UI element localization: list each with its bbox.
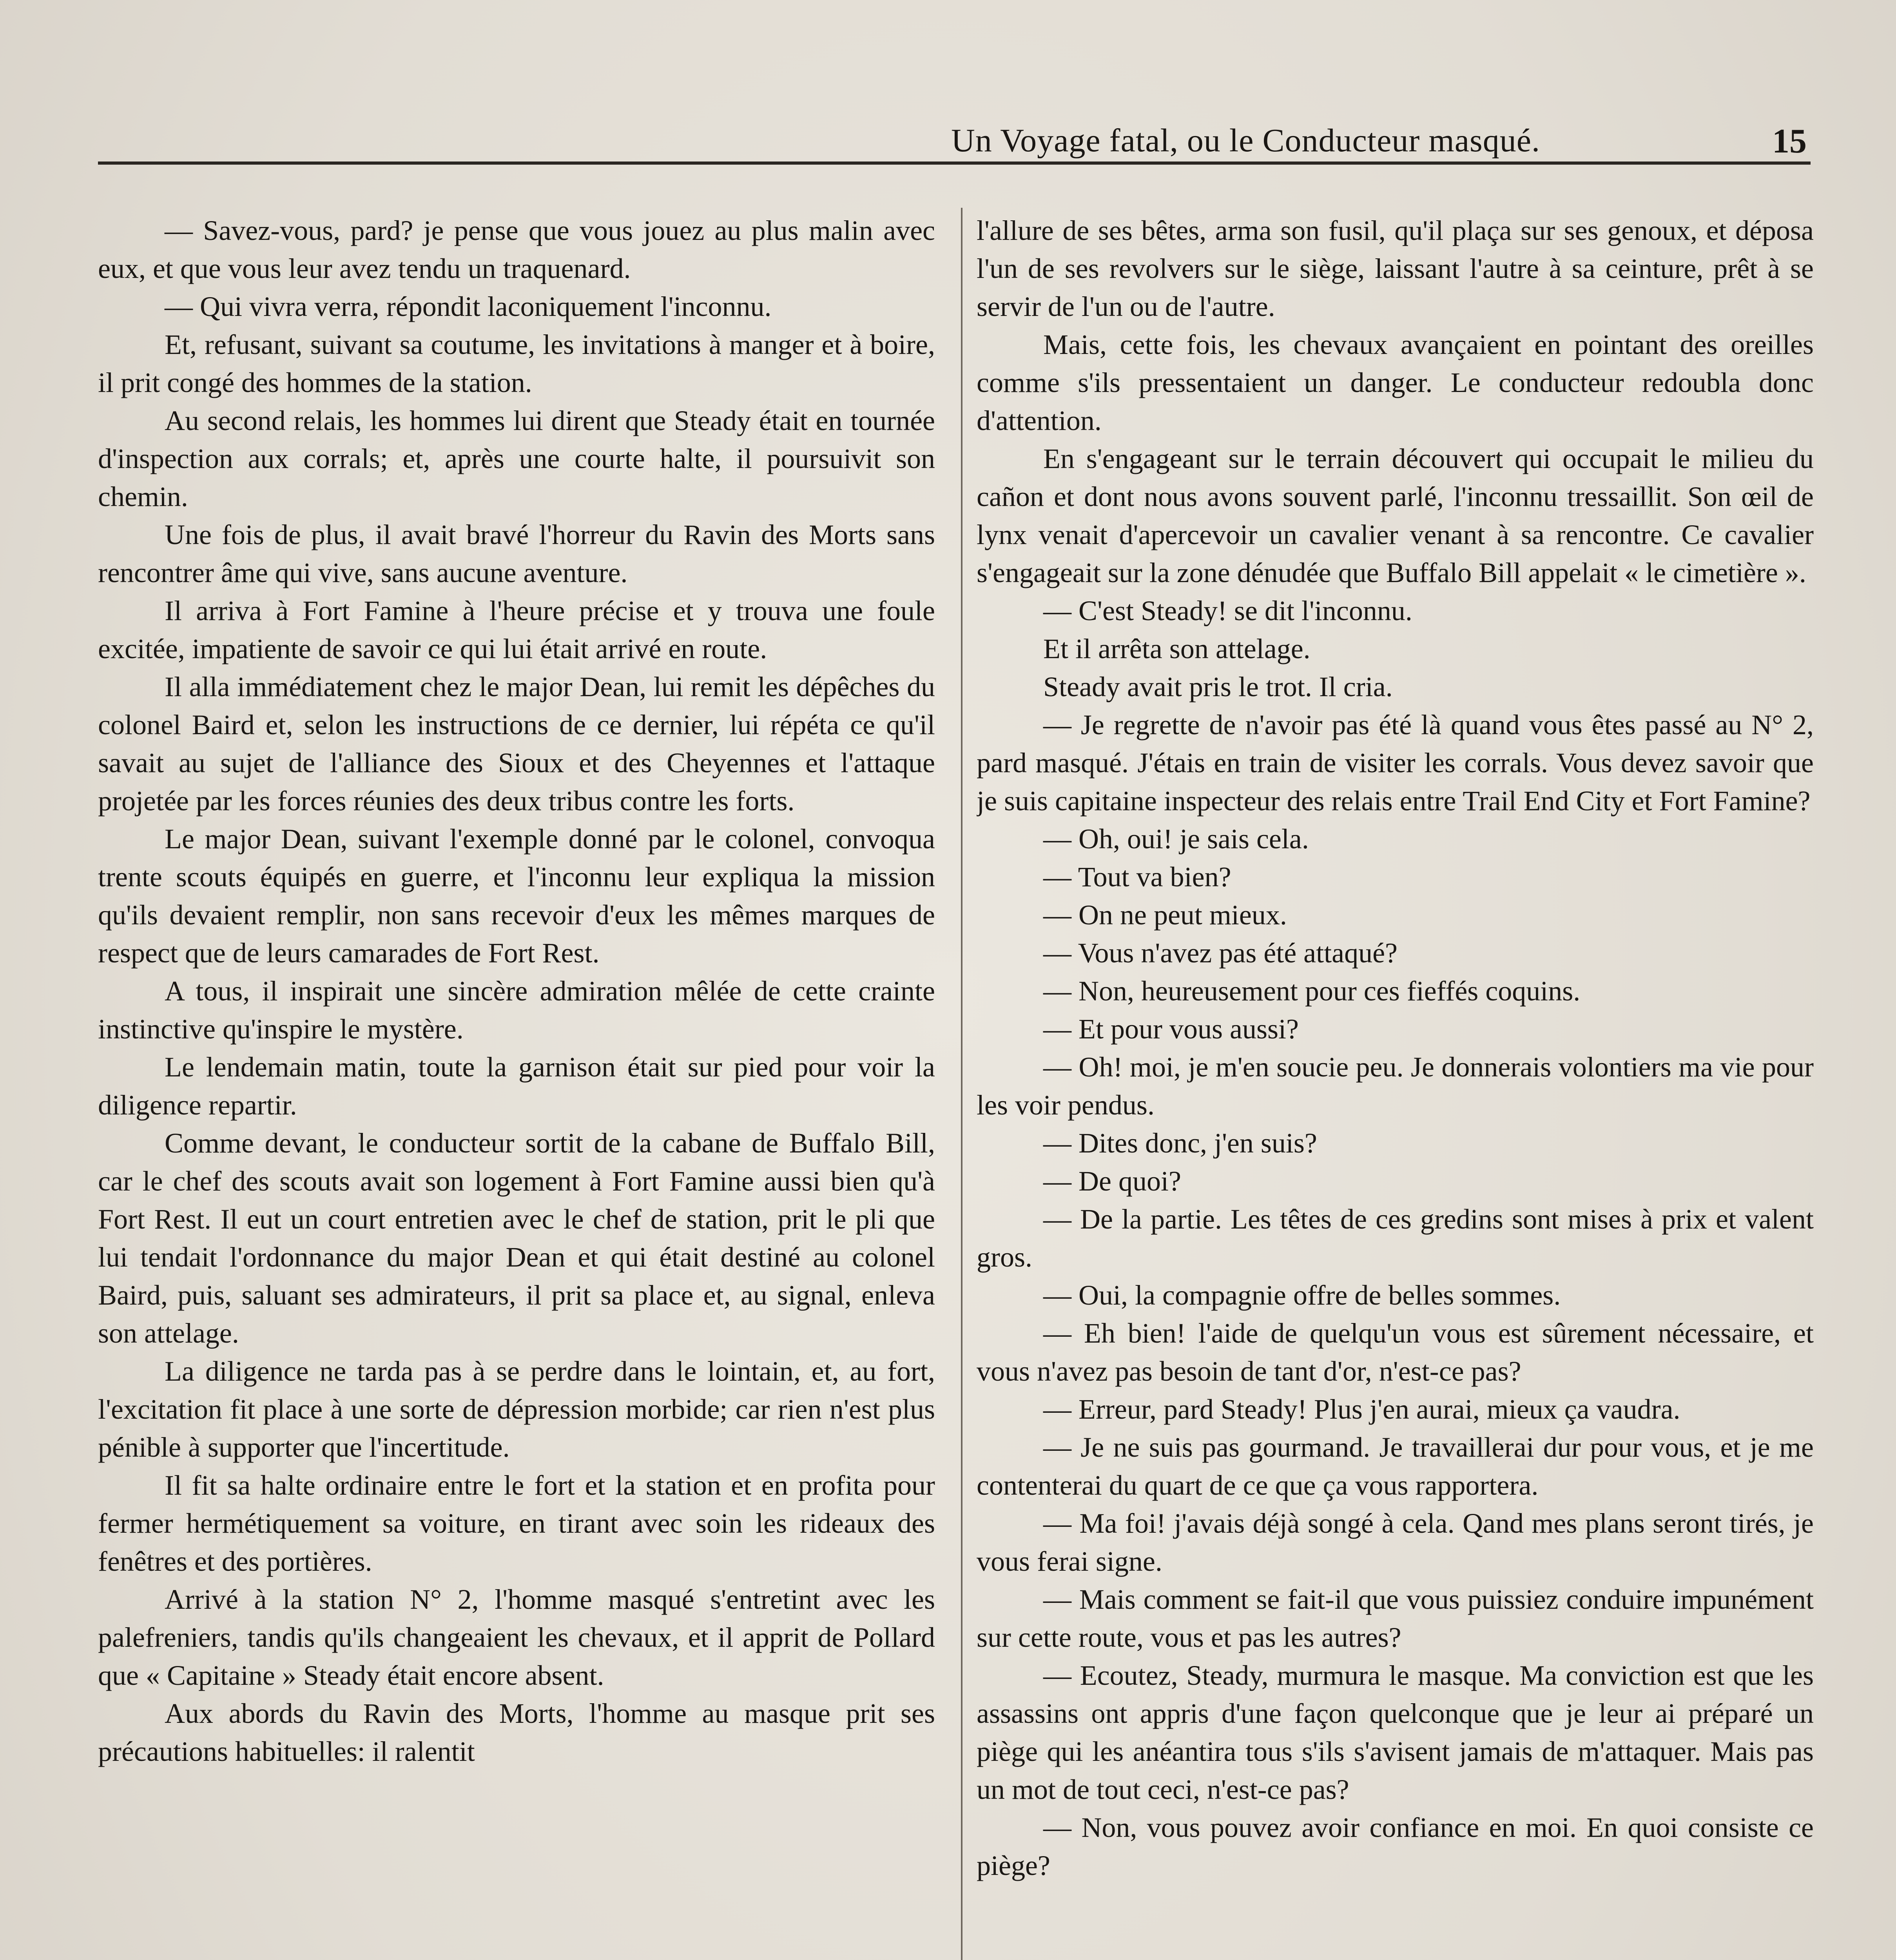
- paragraph: l'allure de ses bêtes, arma son fusil, qu'il plaça sur ses genoux, et déposa l'un de ses revolvers sur le siège, laissant l'autre à sa ceinture, prêt à se servir de l'un ou de l'autre.: [977, 215, 1814, 322]
- left-text-column: [98, 212, 935, 1960]
- paragraph: — De la partie. Les têtes de ces gredins sont mises à prix et valent gros.: [977, 1203, 1814, 1273]
- paragraph: — C'est Steady! se dit l'inconnu.: [1043, 595, 1412, 626]
- paragraph: — Et pour vous aussi?: [1043, 1013, 1299, 1045]
- paragraph: Une fois de plus, il avait bravé l'horreur du Ravin des Morts sans rencontrer âme qui vive, sans aucune aventure.: [98, 519, 935, 588]
- paragraph: Mais, cette fois, les chevaux avançaient en pointant des oreilles comme s'ils pressentaient un danger. Le conducteur redoubla donc d'attention.: [977, 329, 1814, 436]
- paragraph: Il arriva à Fort Famine à l'heure précise et y trouva une foule excitée, impatiente de savoir ce qui lui était arrivé en route.: [98, 595, 935, 664]
- paragraph: — Je ne suis pas gourmand. Je travaillerai dur pour vous, et je me contenterai du quart de ce que ça vous rapportera.: [977, 1432, 1814, 1501]
- column-divider: [961, 208, 963, 1960]
- paragraph: Comme devant, le conducteur sortit de la cabane de Buffalo Bill, car le chef des scouts avait son logement à Fort Famine aussi bien qu'à Fort Rest. Il eut un court entretien avec le chef de station, prit le pli que lui tendait l'ordonnance du major Dean et qui était destiné au colonel Baird, puis, saluant ses admirateurs, il prit sa place et, au signal, enleva son attelage.: [98, 1127, 935, 1349]
- paragraph: — Tout va bien?: [1043, 861, 1231, 893]
- paragraph: Au second relais, les hommes lui dirent que Steady était en tournée d'inspection aux corrals; et, après une courte halte, il poursuivit son chemin.: [98, 405, 935, 512]
- paragraph: — Qui vivra verra, répondit laconiquement l'inconnu.: [165, 291, 772, 322]
- paragraph: Aux abords du Ravin des Morts, l'homme au masque prit ses précautions habituelles: il ralentit: [98, 1698, 935, 1767]
- paragraph: Il fit sa halte ordinaire entre le fort et la station et en profita pour fermer hermétiquement sa voiture, en tirant avec soin les rideaux des fenêtres et des portières.: [98, 1470, 935, 1577]
- header-rule: [98, 162, 1811, 165]
- paragraph: Et il arrêta son attelage.: [1043, 633, 1311, 664]
- paragraph: — Je regrette de n'avoir pas été là quand vous êtes passé au N° 2, pard masqué. J'étais en train de visiter les corrals. Vous devez savoir que je suis capitaine inspecteur des relais entre Trail End City et Fort Famine?: [977, 709, 1814, 817]
- paragraph: Arrivé à la station N° 2, l'homme masqué s'entretint avec les palefreniers, tandis qu'ils changeaient les chevaux, et il apprit de Pollard que « Capitaine » Steady était encore absent.: [98, 1584, 935, 1691]
- paragraph: — Oh, oui! je sais cela.: [1043, 823, 1309, 855]
- paragraph: — Mais comment se fait-il que vous puissiez conduire impunément sur cette route, vous et pas les autres?: [977, 1584, 1814, 1653]
- paragraph: — De quoi?: [1043, 1165, 1181, 1197]
- paragraph: — Oui, la compagnie offre de belles sommes.: [1043, 1279, 1561, 1311]
- page-number: 15: [1772, 122, 1807, 160]
- paragraph: — Non, heureusement pour ces fieffés coquins.: [1043, 975, 1581, 1007]
- paragraph: Le major Dean, suivant l'exemple donné par le colonel, convoqua trente scouts équipés en guerre, et l'inconnu leur expliqua la mission qu'ils devaient remplir, non sans recevoir d'eux les mêmes marques de respect que de leurs camarades de Fort Rest.: [98, 823, 935, 969]
- paragraph: — On ne peut mieux.: [1043, 899, 1287, 931]
- running-title: Un Voyage fatal, ou le Conducteur masqué.: [951, 122, 1540, 159]
- paragraph: En s'engageant sur le terrain découvert qui occupait le milieu du cañon et dont nous avons souvent parlé, l'inconnu tressaillit. Son œil de lynx venait d'apercevoir un cavalier venant à sa rencontre. Ce cavalier s'engageait sur la zone dénudée que Buffalo Bill appelait « le cimetière ».: [977, 443, 1814, 588]
- paragraph: A tous, il inspirait une sincère admiration mêlée de cette crainte instinctive qu'inspire le mystère.: [98, 975, 935, 1045]
- paragraph: — Ma foi! j'avais déjà songé à cela. Qand mes plans seront tirés, je vous ferai signe.: [977, 1508, 1814, 1577]
- paragraph: La diligence ne tarda pas à se perdre dans le lointain, et, au fort, l'excitation fit place à une sorte de dépression morbide; car rien n'est plus pénible à supporter que l'incertitude.: [98, 1356, 935, 1463]
- right-text-column: [977, 212, 1814, 1960]
- paragraph: — Non, vous pouvez avoir confiance en moi. En quoi consiste ce piège?: [977, 1812, 1814, 1881]
- running-header: [98, 118, 1811, 161]
- paragraph: Il alla immédiatement chez le major Dean, lui remit les dépêches du colonel Baird et, selon les instructions de ce dernier, lui répéta ce qu'il savait au sujet de l'alliance des Sioux et des Cheyennes et l'attaque projetée par les forces réunies des deux tribus contre les forts.: [98, 671, 935, 817]
- paragraph: — Ecoutez, Steady, murmura le masque. Ma conviction est que les assassins ont appris d'une façon quelconque que je leur ai préparé un piège qui les anéantira tous s'ils s'avisent jamais de m'attaquer. Mais pas un mot de tout ceci, n'est-ce pas?: [977, 1660, 1814, 1805]
- paragraph: Le lendemain matin, toute la garnison était sur pied pour voir la diligence repartir.: [98, 1051, 935, 1121]
- paragraph: — Oh! moi, je m'en soucie peu. Je donnerais volontiers ma vie pour les voir pendus.: [977, 1051, 1814, 1121]
- paragraph: — Savez-vous, pard? je pense que vous jouez au plus malin avec eux, et que vous leur avez tendu un traquenard.: [98, 215, 935, 284]
- paragraph: Et, refusant, suivant sa coutume, les invitations à manger et à boire, il prit congé des hommes de la station.: [98, 329, 935, 398]
- paragraph: — Erreur, pard Steady! Plus j'en aurai, mieux ça vaudra.: [1043, 1394, 1680, 1425]
- paragraph: — Eh bien! l'aide de quelqu'un vous est sûrement nécessaire, et vous n'avez pas besoin de tant d'or, n'est-ce pas?: [977, 1318, 1814, 1387]
- paragraph: — Dites donc, j'en suis?: [1043, 1127, 1317, 1159]
- paragraph: — Vous n'avez pas été attaqué?: [1043, 937, 1398, 969]
- paragraph: Steady avait pris le trot. Il cria.: [1043, 671, 1393, 702]
